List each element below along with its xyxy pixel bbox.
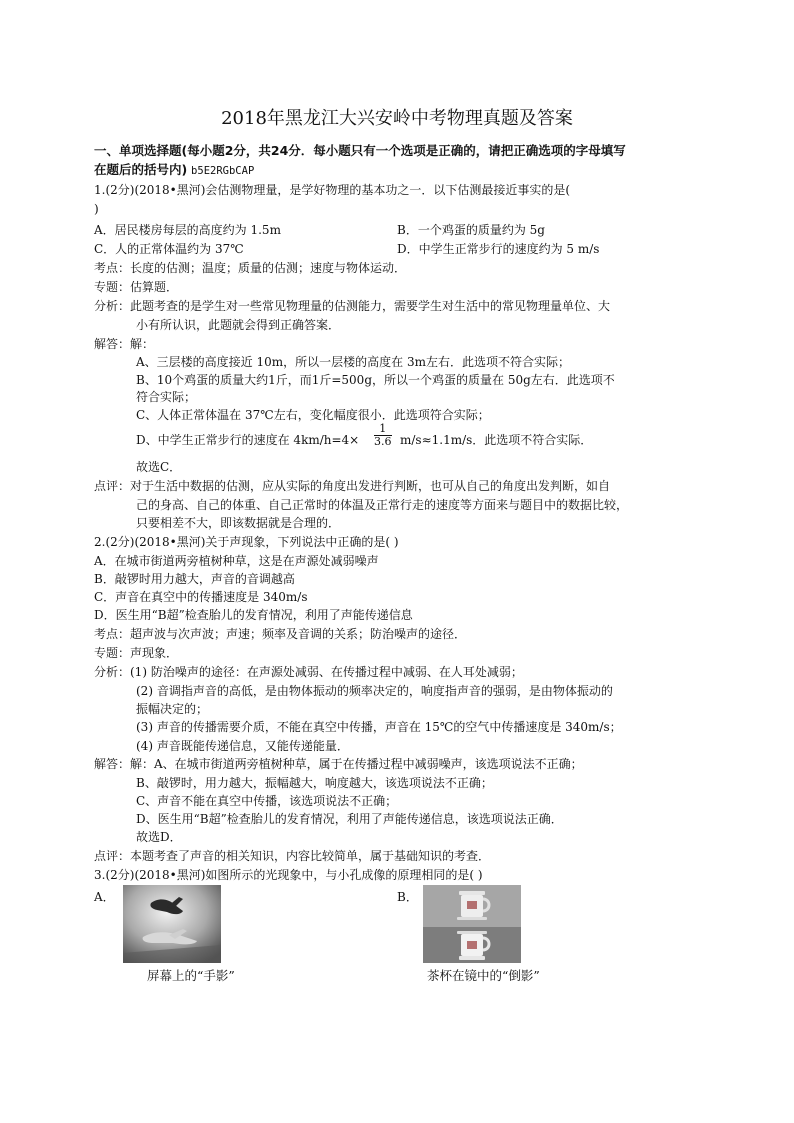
q2-fenxi-4: (4) 声音既能传递信息，又能传递能量． <box>136 739 349 753</box>
q2-fenxi-2: (2) 音调指声音的高低，是由物体振动的频率决定的，响度指声音的强弱，是由物体振动的 <box>136 684 613 698</box>
hand-shadow-image <box>123 885 221 963</box>
q2-option-b: B．敲锣时用力越大，声音的音调越高 <box>94 572 295 586</box>
q1-option-d: D．中学生正常步行的速度约为 5 m/s <box>397 242 600 256</box>
q1-option-b: B．一个鸡蛋的质量约为 5g <box>397 223 545 237</box>
q1-jieda-label: 解答：解： <box>94 337 155 351</box>
q1-fraction <box>374 423 392 448</box>
q2-jieda-b: B、敲锣时，用力越大，振幅越大，响度越大，该选项说法不正确； <box>136 776 493 790</box>
q1-jieda-c: C、人体正常体温在 37℃左右，变化幅度很小．此选项符合实际； <box>136 408 490 422</box>
q1-jieda-b: B、10个鸡蛋的质量大约1斤，而1斤=500g，所以一个鸡蛋的质量在 50g左右．此选项不 <box>136 373 615 387</box>
q1-jieda-d-left: D、中学生正常步行的速度在 4km/h=4× <box>136 433 360 447</box>
q1-jieda-d-right: m/s≈1.1m/s．此选项不符合实际． <box>400 433 593 447</box>
q1-guxuan: 故选C． <box>136 460 182 474</box>
q2-stem: 2.(2分)(2018•黑河)关于声现象，下列说法中正确的是( ) <box>94 535 399 549</box>
q2-option-c: C．声音在真空中的传播速度是 340m/s <box>94 590 308 604</box>
section-code: b5E2RGbCAP <box>191 165 255 177</box>
q2-guxuan: 故选D． <box>136 830 182 844</box>
teacup-reflection-image <box>423 885 521 963</box>
hand-shadow-illustration <box>123 885 221 963</box>
q2-option-a: A．在城市街道两旁植树种草，这是在声源处减弱噪声 <box>94 554 379 568</box>
section-heading-line2 <box>94 162 254 179</box>
q3-option-b-label: B． <box>397 890 418 904</box>
fraction-numerator: 1 <box>374 423 392 436</box>
q2-fenxi-3: (3) 声音的传播需要介质，不能在真空中传播，声音在 15℃的空气中传播速度是 340m/s； <box>136 720 622 734</box>
q2-jieda-a: 解答：解：A、在城市街道两旁植树种草，属于在传播过程中减弱噪声，该选项说法不正确； <box>94 757 583 771</box>
q1-jieda-a: A、三层楼的高度接近 10m，所以一层楼的高度在 3m左右．此选项不符合实际； <box>136 355 570 369</box>
q2-fenxi-1: 分析：(1) 防治噪声的途径：在声源处减弱、在传播过程中减弱、在人耳处减弱； <box>94 665 523 679</box>
q2-fenxi-2-cont: 振幅决定的； <box>136 702 209 716</box>
q1-stem-line2: ) <box>94 202 99 216</box>
section-heading-line1: 一、单项选择题(每小题2分，共24分．每小题只有一个选项是正确的，请把正确选项的字母填写 <box>94 143 626 158</box>
q2-kaodian: 考点：超声波与次声波；声速；频率及音调的关系；防治噪声的途径． <box>94 627 467 641</box>
q1-zhuanti: 专题：估算题． <box>94 280 179 294</box>
q1-option-a: A．居民楼房每层的高度约为 1.5m <box>94 223 281 237</box>
caption-teacup-reflection: 茶杯在镜中的“倒影” <box>427 968 540 983</box>
caption-hand-shadow: 屏幕上的“手影” <box>147 968 235 983</box>
q2-zhuanti: 专题：声现象． <box>94 646 179 660</box>
q2-dianping: 点评：本题考查了声音的相关知识，内容比较简单，属于基础知识的考查． <box>94 849 491 863</box>
q2-option-d: D．医生用“B超”检查胎儿的发育情况，利用了声能传递信息 <box>94 608 413 622</box>
teacup-reflection-illustration <box>423 885 521 963</box>
fraction-denominator: 3.6 <box>374 435 392 448</box>
q3-stem: 3.(2分)(2018•黑河)如图所示的光现象中，与小孔成像的原理相同的是( ) <box>94 868 483 882</box>
q1-jieda-b-cont: 符合实际； <box>136 390 197 404</box>
q1-dianping-line1: 点评：对于生活中数据的估测，应从实际的角度出发进行判断，也可从自己的角度出发判断，如自 <box>94 479 611 493</box>
q2-jieda-c: C、声音不能在真空中传播，该选项说法不正确； <box>136 794 398 808</box>
q1-dianping-line2: 己的身高、自己的体重、自己正常时的体温及正常行走的速度等方面来与题目中的数据比较， <box>136 498 629 512</box>
q1-kaodian: 考点：长度的估测；温度；质量的估测；速度与物体运动． <box>94 261 407 275</box>
section-heading-text: 在题后的括号内) <box>94 162 188 177</box>
page-title: 2018年黑龙江大兴安岭中考物理真题及答案 <box>221 108 573 129</box>
q1-fenxi-line1: 分析：此题考查的是学生对一些常见物理量的估测能力，需要学生对生活中的常见物理量单位、大 <box>94 299 611 313</box>
q1-stem-line1: 1.(2分)(2018•黑河)会估测物理量，是学好物理的基本功之一．以下估测最接近事实的是( <box>94 183 571 197</box>
q1-fenxi-line2: 小有所认识，此题就会得到正确答案． <box>136 318 341 332</box>
q2-jieda-d: D、医生用“B超”检查胎儿的发育情况，利用了声能传递信息，该选项说法正确． <box>136 812 563 826</box>
q1-dianping-line3: 只要相差不大，即该数据就是合理的． <box>136 516 341 530</box>
q3-option-a-label: A． <box>94 890 115 904</box>
q1-option-c: C．人的正常体温约为 37℃ <box>94 242 244 256</box>
